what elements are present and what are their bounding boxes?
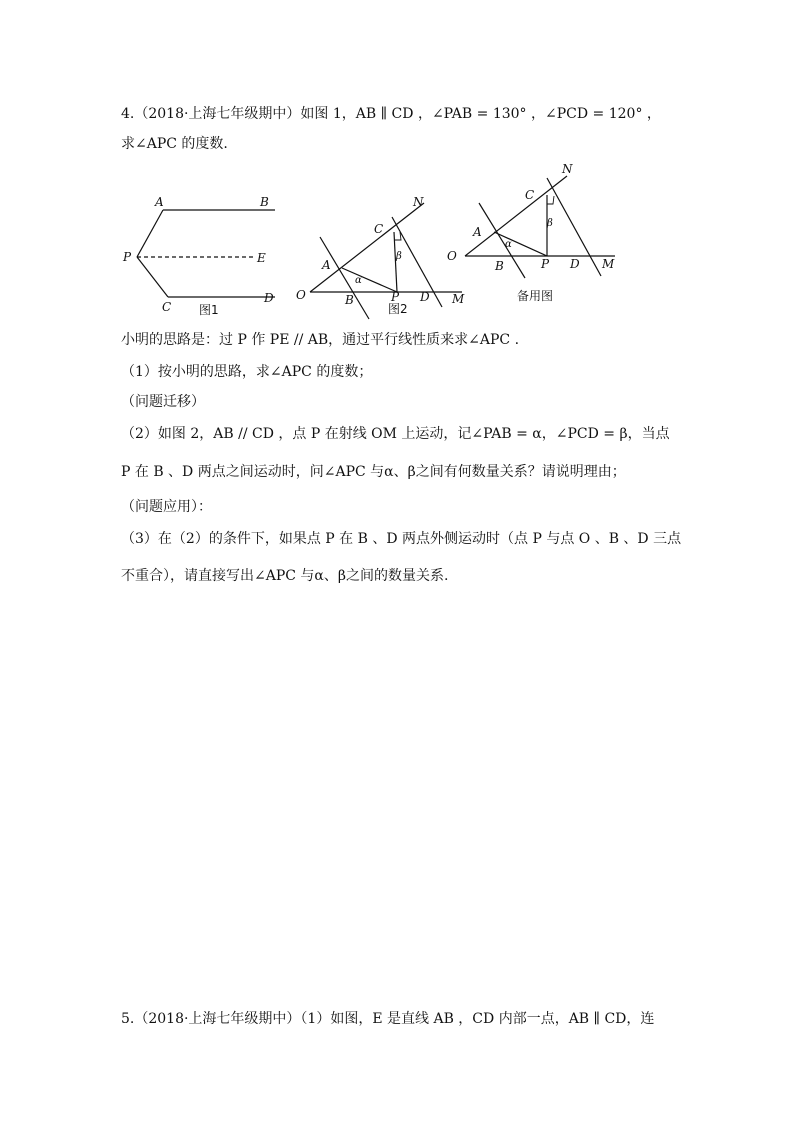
fig3-line-oc (465, 176, 567, 256)
fig2-caption: 图2 (388, 302, 408, 316)
fig2-beta: β (396, 251, 402, 262)
q4-line-8: （问题应用）： (121, 499, 212, 515)
fig2-label-c: C (374, 222, 384, 236)
fig3-label-d: D (570, 257, 580, 271)
fig3-alpha: α (505, 239, 512, 250)
q5-line-1: 5.（2018·上海七年级期中）（1）如图，E 是直线 AB ，CD 内部一点，AB ∥ CD，连 (121, 1011, 655, 1027)
fig3-label-c: C (525, 188, 535, 202)
fig3-beta: β (547, 218, 553, 229)
fig1-caption: 图1 (199, 303, 219, 317)
q4-line-5: （问题迁移） (121, 394, 205, 410)
q4-line-7: P 在 B 、D 两点之间运动时，问∠APC 与α、β之间有何数量关系？请说明理由； (121, 464, 626, 480)
q4-line-9: （3）在（2）的条件下，如果点 P 在 B 、D 两点外侧运动时（点 P 与点 O 、B 、D 三点 (121, 531, 682, 547)
fig1-line-pc (137, 257, 168, 297)
fig3-label-p: P (541, 257, 550, 271)
fig2-line-cp (394, 232, 397, 292)
fig1-label-e: E (257, 251, 266, 265)
fig3-label-o: O (447, 249, 457, 263)
fig1-label-b: B (260, 195, 269, 209)
q4-line-10: 不重合），请直接写出∠APC 与α、β之间的数量关系. (121, 568, 449, 584)
fig2-label-m: M (452, 292, 465, 306)
fig3-label-a: A (473, 225, 482, 239)
fig3-line-ap (494, 232, 547, 256)
q4-line-6: （2）如图 2，AB // CD ，点 P 在射线 OM 上运动，记∠PAB = α，∠PCD = β，当点 (121, 426, 670, 442)
fig2-label-d: D (420, 290, 430, 304)
q4-line-4: （1）按小明的思路，求∠APC 的度数； (121, 364, 373, 380)
fig2-label-n: N (413, 195, 424, 209)
fig3-label-b: B (495, 259, 504, 273)
fig2-label-o: O (296, 288, 306, 302)
fig1-label-p: P (123, 250, 132, 264)
fig3-angle-mark (547, 196, 554, 204)
fig2-alpha: α (355, 275, 362, 286)
fig2-label-b: B (345, 293, 354, 307)
fig1-line-pa (137, 210, 163, 257)
fig2-label-a: A (322, 258, 331, 272)
q4-line-1: 4.（2018·上海七年级期中）如图 1，AB ∥ CD ，∠PAB = 130° ，∠PCD = 120° ， (121, 106, 661, 122)
fig1-label-c: C (162, 300, 172, 314)
q4-line-2: 求∠APC 的度数. (121, 136, 228, 152)
fig3-label-n: N (562, 162, 573, 176)
fig2-angle-mark (395, 232, 401, 240)
fig3-label-m: M (602, 257, 615, 271)
fig2-line-cd (392, 217, 442, 307)
q4-line-3: 小明的思路是：过 P 作 PE // AB，通过平行线性质来求∠APC . (121, 332, 520, 348)
fig3-caption: 备用图 (517, 289, 554, 303)
figure-3 (443, 158, 628, 308)
figure-1 (115, 190, 290, 320)
fig1-label-d: D (264, 291, 274, 305)
fig2-label-p: P (391, 290, 400, 304)
fig1-label-a: A (155, 195, 164, 209)
